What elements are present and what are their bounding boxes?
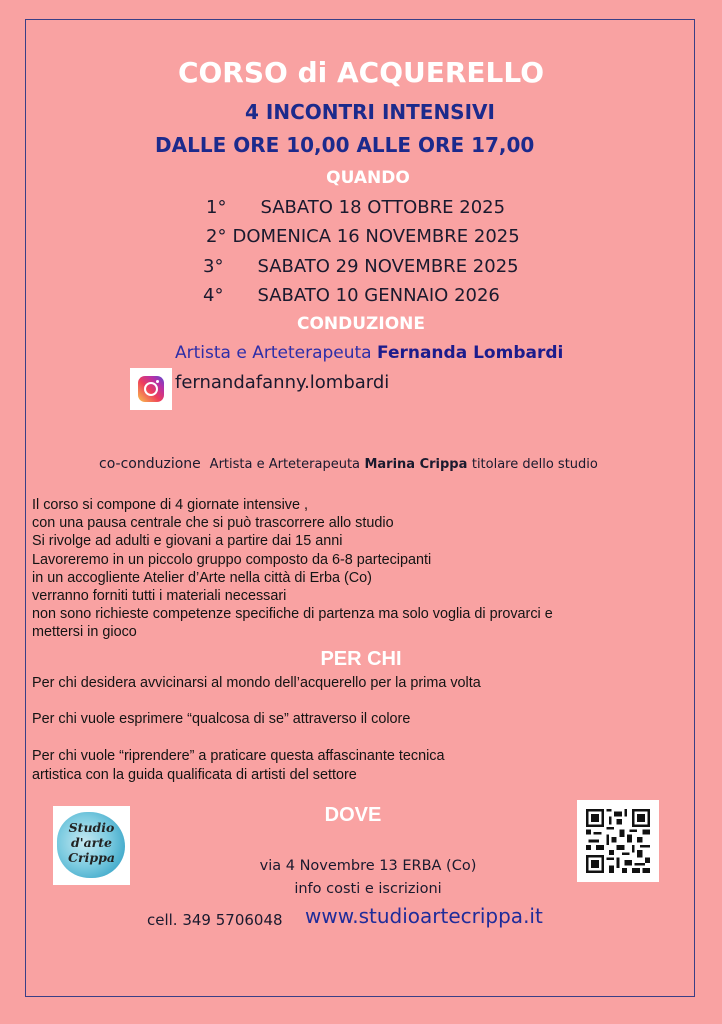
co-conduzione-label: co-conduzione (99, 456, 201, 472)
perchi-heading: PER CHI (320, 648, 402, 670)
date-text: SABATO 10 GENNAIO 2026 (257, 285, 500, 306)
phone-number: cell. 349 5706048 (147, 911, 283, 929)
date-text: DOMENICA 16 NOVEMBRE 2025 (232, 226, 520, 247)
co-artist-suffix: titolare dello studio (471, 457, 598, 472)
co-conduzione (99, 456, 598, 472)
description-line: mettersi in gioco (32, 624, 137, 641)
description-line: Si rivolge ad adulti e giovani a partire dai 15 anni (32, 533, 343, 550)
course-title: CORSO di ACQUERELLO (177, 56, 545, 89)
info-text: info costi e iscrizioni (294, 881, 442, 897)
description-line: in un accogliente Atelier d’Arte nella città di Erba (Co) (32, 569, 372, 586)
course-description (32, 496, 553, 642)
instagram-handle[interactable]: fernandafanny.lombardi (175, 372, 390, 393)
description-line: verranno forniti tutti i materiali necessari (32, 588, 287, 605)
date-text: SABATO 29 NOVEMBRE 2025 (257, 256, 519, 277)
date-number: 1° (206, 197, 227, 218)
quando-heading: QUANDO (326, 168, 410, 188)
qr-code-icon (577, 800, 659, 882)
co-artist-role: Artista e Arteterapeuta (209, 457, 361, 472)
date-number: 4° (203, 285, 224, 306)
description-line: Lavoreremo in un piccolo gruppo composto da 6-8 partecipanti (32, 551, 432, 568)
co-artist-name: Marina Crippa (364, 457, 468, 472)
artist-role: Artista e Arteterapeuta (175, 343, 372, 363)
perchi-paragraph-3 (32, 747, 445, 785)
artist-name: Fernanda Lombardi (377, 343, 564, 363)
instagram-icon[interactable] (130, 368, 172, 410)
address: via 4 Novembre 13 ERBA (Co) (259, 858, 477, 874)
logo-line: Crippa (68, 850, 115, 865)
date-item-1 (206, 197, 505, 218)
website-link[interactable]: www.studioartecrippa.it (305, 904, 543, 928)
perchi-paragraph-2: Per chi vuole esprimere “qualcosa di se” attraverso il colore (32, 711, 411, 727)
description-line: con una pausa centrale che si può trascorrere allo studio (32, 515, 394, 532)
conduzione-heading: CONDUZIONE (296, 314, 425, 334)
description-line: Il corso si compone di 4 giornate intensive , (32, 497, 308, 513)
logo-line: Studio (68, 820, 115, 835)
date-item-3 (203, 256, 519, 277)
date-number: 2° (206, 226, 227, 247)
description-line: non sono richieste competenze specifiche di partenza ma solo voglia di provarci e (32, 606, 553, 623)
lead-artist (175, 343, 563, 363)
perchi-paragraph-1: Per chi desidera avvicinarsi al mondo dell’acquerello per la prima volta (32, 675, 481, 691)
perchi-line: Per chi vuole “riprendere” a praticare questa affascinante tecnica (32, 748, 445, 764)
date-text: SABATO 18 OTTOBRE 2025 (260, 197, 506, 218)
course-subtitle: 4 INCONTRI INTENSIVI (245, 100, 495, 124)
date-item-4 (203, 285, 500, 306)
date-item-2 (206, 226, 520, 247)
dove-heading: DOVE (324, 804, 382, 826)
perchi-line: artistica con la guida qualificata di artisti del settore (32, 767, 357, 783)
course-hours: DALLE ORE 10,00 ALLE ORE 17,00 (155, 133, 535, 157)
date-number: 3° (203, 256, 224, 277)
logo-line: d'arte (71, 835, 112, 850)
